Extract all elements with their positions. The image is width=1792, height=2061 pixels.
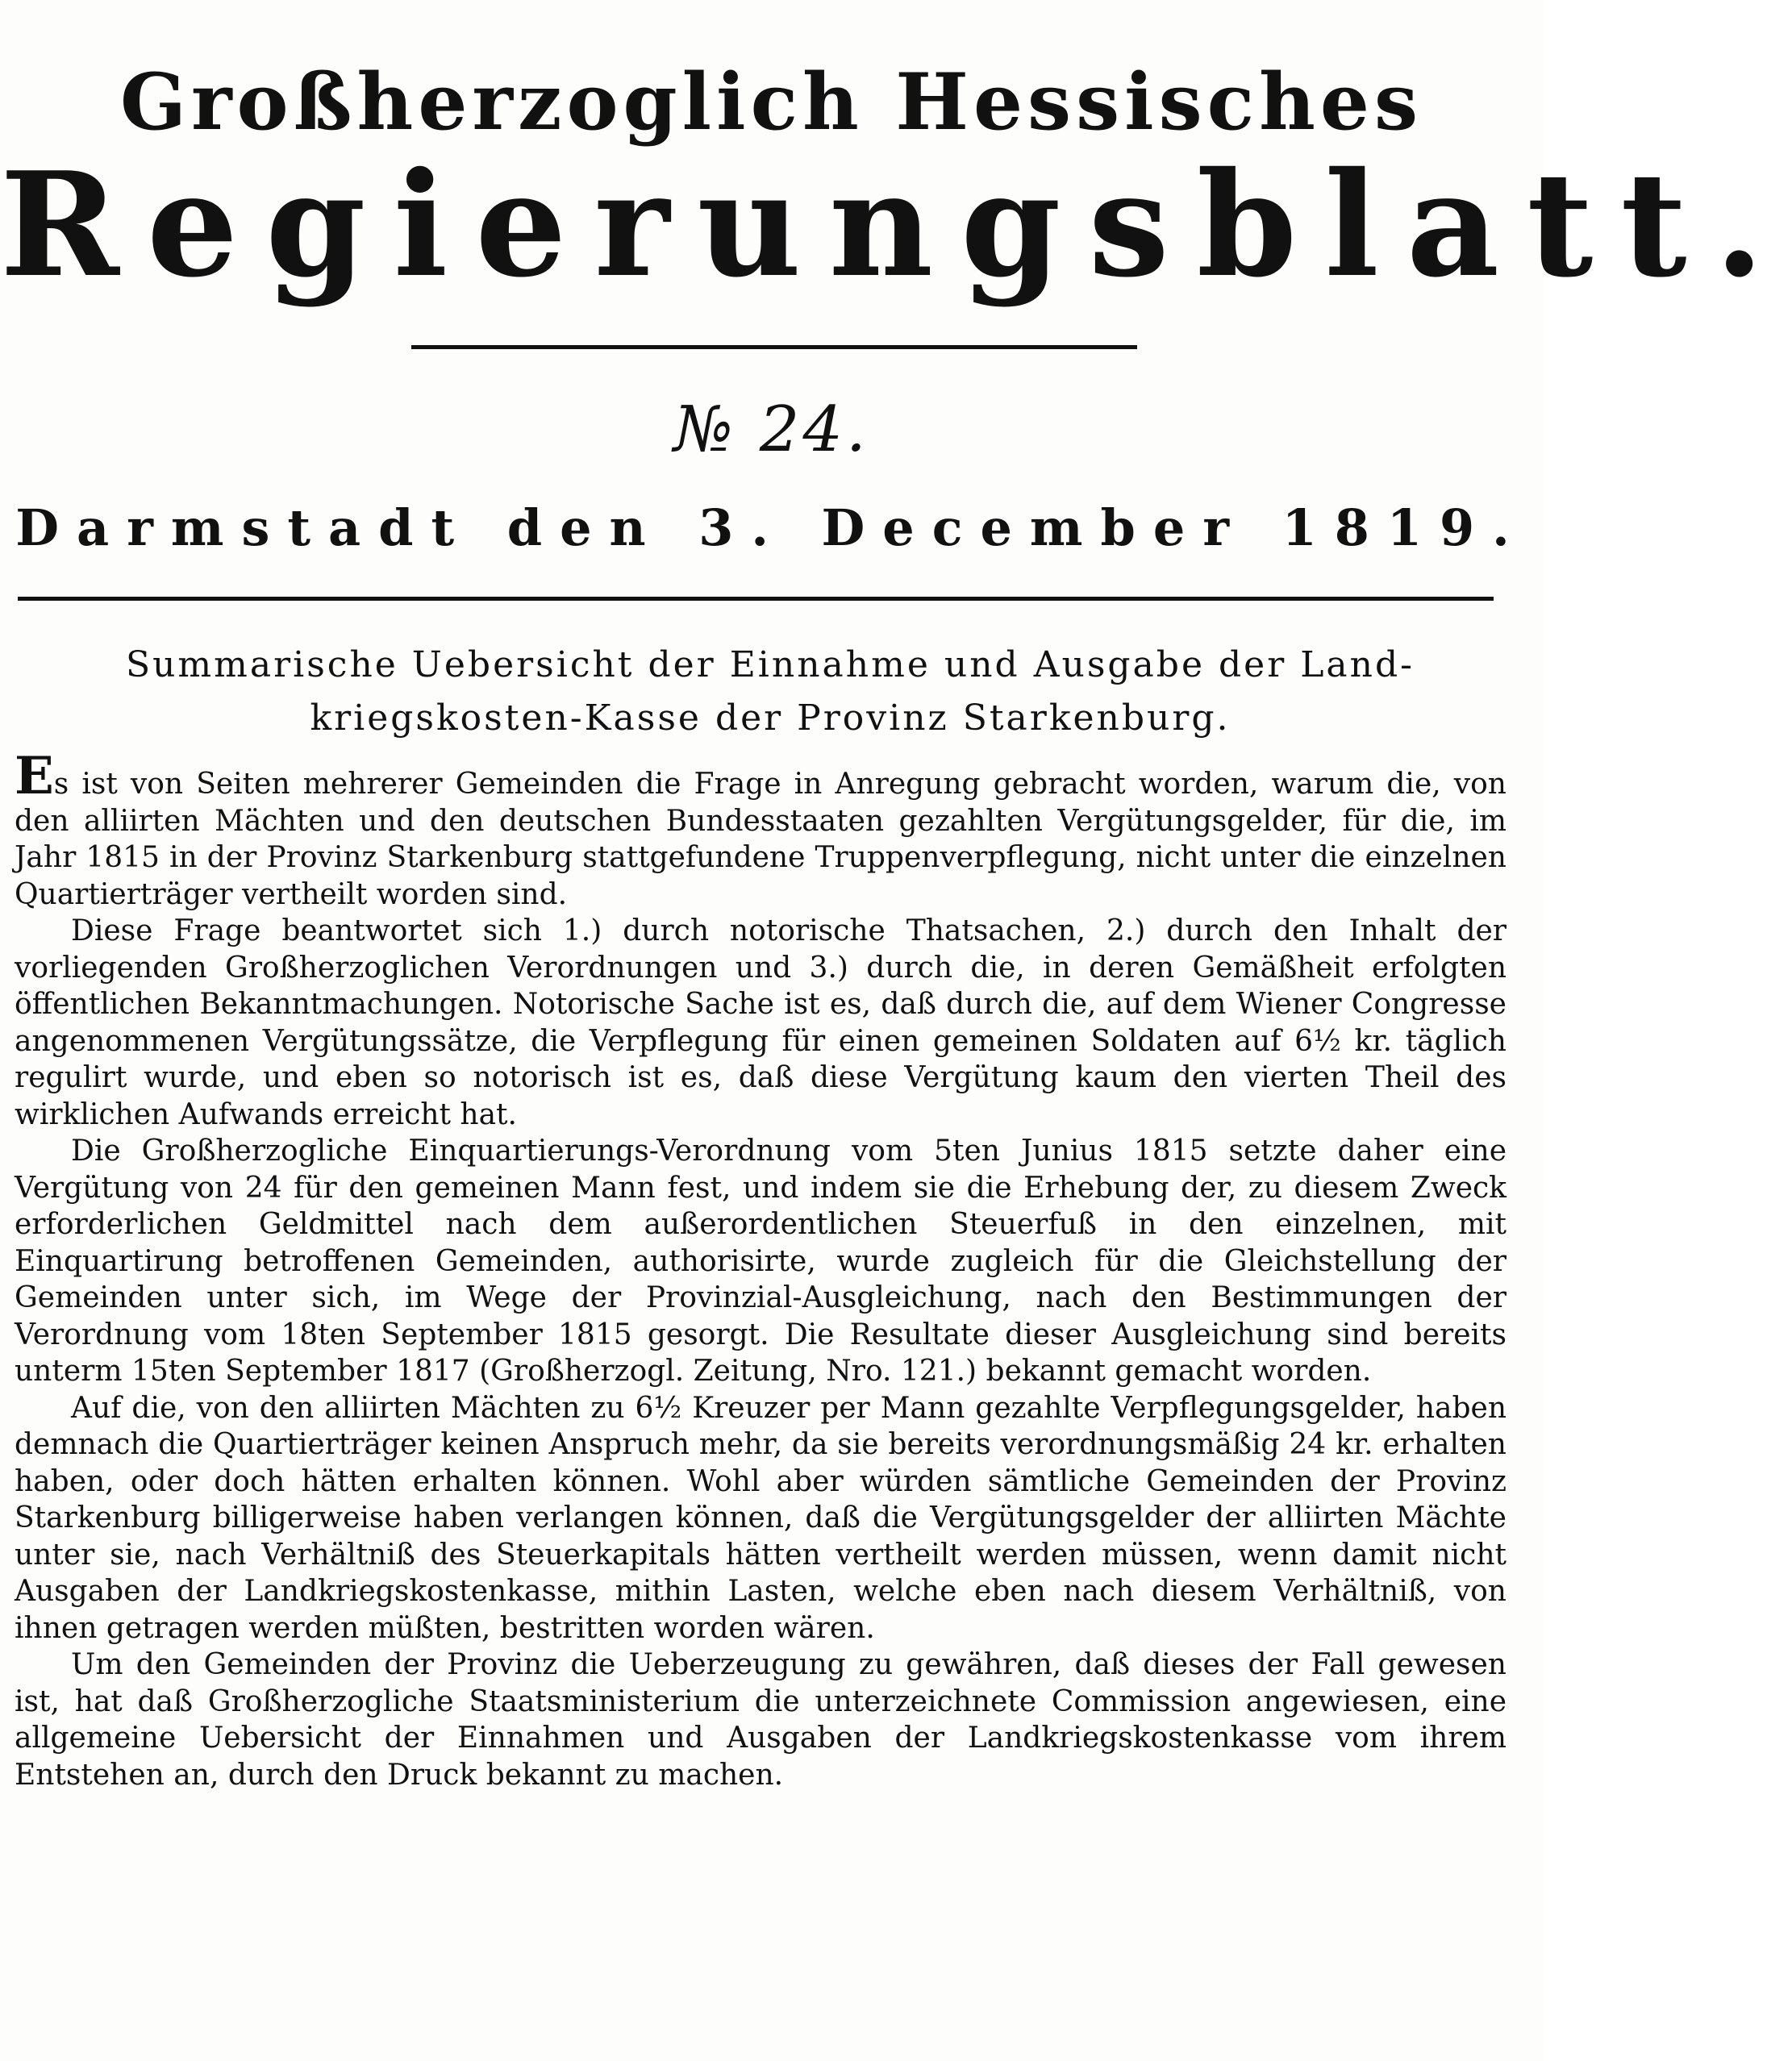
dateline: Darmstadt den 3. December 1819. xyxy=(15,498,1527,557)
paragraph-4: Auf die, von den alliirten Mächten zu 6½ Kreuzer per Mann gezahlte Verpflegungsgelder, haben demnach die Quartierträger keinen Anspruch mehr, da sie bereits verordnungsmäßig 24 kr. erhalten haben, oder doch hätten erhalten können. Wohl aber würden sämtliche Gemeinden der Provinz Starkenburg billigerweise haben verlangen können, daß die Vergütungsgelder der alliirten Mächte unter sie, nach Verhältniß des Steuerkapitals hätten vertheilt werden müssen, wenn damit nicht Ausgaben der Landkriegskostenkasse, mithin Lasten, welche eben nach diesem Verhältniß, von ihnen getragen werden müßten, bestritten worden wären. xyxy=(15,1391,1507,1645)
masthead-title: Regierungsblatt. xyxy=(0,140,1792,309)
body-text xyxy=(15,746,1507,1793)
section-heading-line2: kriegskosten-Kasse der Provinz Starkenburg. xyxy=(310,697,1231,739)
paragraph-3: Die Großherzogliche Einquartierungs-Verordnung vom 5ten Junius 1815 setzte daher eine Vergütung von 24 für den gemeinen Mann fest, und indem sie die Erhebung der, zu diesem Zweck erforderlichen Geldmittel nach dem außerordentlichen Steuerfuß in den einzelnen, mit Einquartirung betroffenen Gemeinden, authorisirte, wurde zugleich für die Gleichstellung der Gemeinden unter sich, im Wege der Provinzial-Ausgleichung, nach den Bestimmungen der Verordnung vom 18ten September 1815 gesorgt. Die Resultate dieser Ausgleichung sind bereits unterm 15ten September 1817 (Großherzogl. Zeitung, Nro. 121.) bekannt gemacht worden. xyxy=(15,1135,1507,1388)
paragraph-1-text: s ist von Seiten mehrerer Gemeinden die Frage in Anregung gebracht worden, warum die, von den alliirten Mächten und den deutschen Bundesstaaten gezahlten Vergütungsgelder, für die, im Jahr 1815 in der Provinz Starkenburg stattgefundene Truppenverpflegung, nicht unter die einzelnen Quartierträger vertheilt worden sind. xyxy=(15,768,1507,911)
masthead-subtitle: Großherzoglich Hessisches xyxy=(119,56,1423,148)
header-divider xyxy=(18,597,1494,601)
paragraph-1 xyxy=(15,746,1507,913)
paragraph-2: Diese Frage beantwortet sich 1.) durch notorische Thatsachen, 2.) durch den Inhalt der vorliegenden Großherzoglichen Verordnungen und 3.) durch die, in deren Gemäßheit erfolgten öffentlichen Bekanntmachungen. Notorische Sache ist es, daß durch die, auf dem Wiener Congresse angenommenen Vergütungssätze, die Verpflegung für einen gemeinen Soldaten auf 6½ kr. täglich regulirt wurde, und eben so notorisch ist es, daß diese Vergütung kaum den vierten Theil des wirklichen Aufwands erreicht hat. xyxy=(15,914,1507,1131)
title-divider xyxy=(411,345,1137,349)
paragraph-5: Um den Gemeinden der Provinz die Ueberzeugung zu gewähren, daß dieses der Fall gewesen ist, hat daß Großherzogliche Staatsministerium die unterzeichnete Commission angewiesen, eine allgemeine Uebersicht der Einnahmen und Ausgaben der Landkriegskostenkasse vom ihrem Entstehen an, durch den Druck bekannt zu machen. xyxy=(15,1648,1507,1792)
section-heading-line1: Summarische Uebersicht der Einnahme und Ausgabe der Land- xyxy=(125,644,1415,685)
drop-cap: E xyxy=(15,746,54,806)
issue-number: № 24. xyxy=(673,393,869,466)
section-heading xyxy=(48,639,1492,745)
